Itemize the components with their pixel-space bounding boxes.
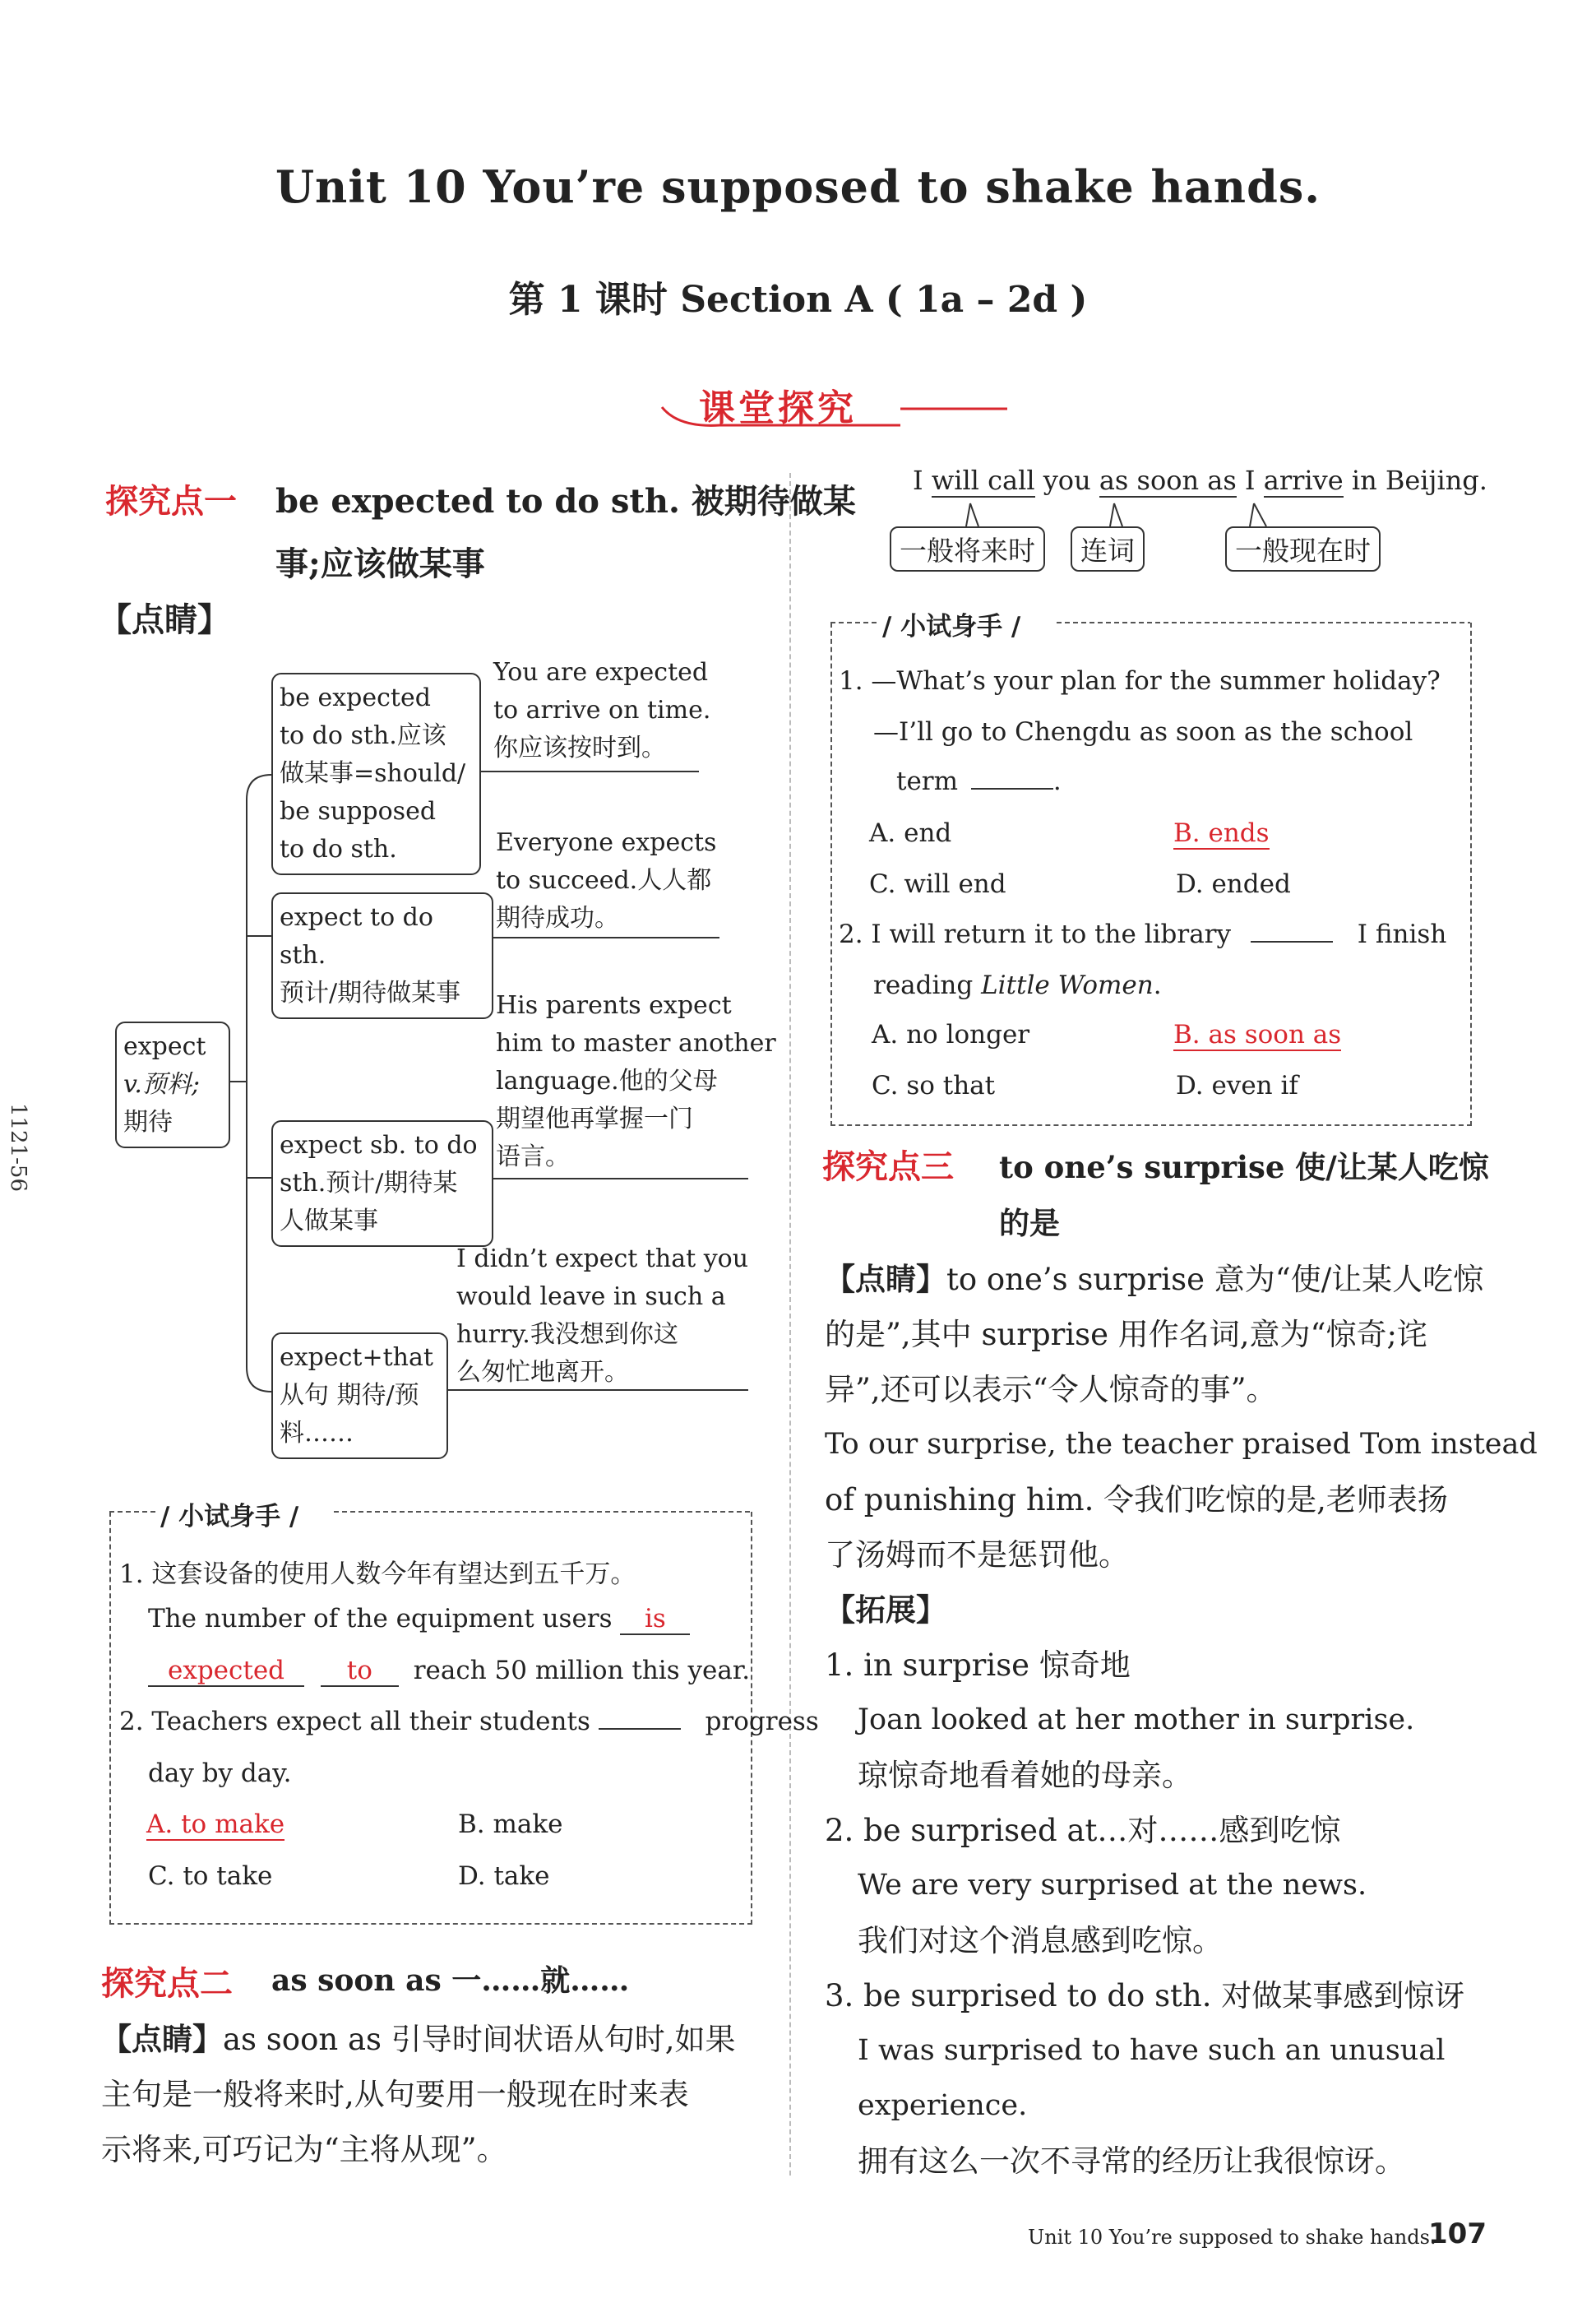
lesson-title: 第 1 课时 Section A ( 1a – 2d ) — [508, 279, 1088, 321]
practice1-opt-a: A. to make — [146, 1810, 285, 1839]
example-will-call: will call — [931, 465, 1035, 496]
practice1-opt-d: D. take — [458, 1861, 550, 1891]
running-footer: Unit 10 You’re supposed to shake hands. — [1028, 2226, 1436, 2249]
practice1-title: / 小试身手 / — [160, 1502, 299, 1531]
side-code: 1121-56 — [6, 1102, 31, 1193]
point3-body: 【点睛】to one’s surprise 意为“使/让某人吃惊 的是”,其中 surprise 用作名词,意为“惊奇;诧 异”,还可以表示“令人惊奇的事”。 To our surprise, the teacher praised Tom instead of punishing him. 令我们吃惊的是,老师表扬 了汤姆而不是惩罚他。 【拓展】 1. in surprise 惊奇地 Joan looked at her mother in surprise. 琼惊奇地看着她的母亲。 2. be surprised at…对……感到吃惊 We are very surprised at the news. 我们对这个消息感到吃惊。 3. be surprised to do sth. 对做某事感到惊讶 I was surprised to have such an unusual experience. 拥有这么一次不寻常的经历让我很惊讶。 — [825, 1261, 1538, 2179]
practice2-q2-opt-d: D. even if — [1176, 1071, 1298, 1101]
practice1-q1-en2: expected to reach 50 million this year. — [148, 1656, 750, 1687]
point3-dianjing: 【点睛】 — [825, 1261, 946, 1297]
mindmap-example-2: Everyone expects to succeed.人人都 期待成功。 — [496, 828, 717, 933]
point1-heading — [105, 470, 856, 583]
practice1-answer-expected: expected — [167, 1656, 285, 1685]
point2-example: I will call you as soon as I arrive in Beijing. — [913, 465, 1487, 496]
practice1-opt-c: C. to take — [148, 1861, 273, 1891]
mindmap-example-3: His parents expect him to master another language.他的父母 期望他再掌握一门 语言。 — [496, 991, 776, 1171]
tag-future-tense: 一般将来时 — [890, 526, 1045, 572]
point3-title-l1: to one’s surprise 使/让某人吃惊 — [999, 1149, 1489, 1185]
practice2-q2-opt-a: A. no longer — [872, 1020, 1030, 1050]
point1-title-l1: be expected to do sth. 被期待做某 — [275, 482, 856, 521]
example-arrive: arrive — [1263, 465, 1344, 496]
point2-title: as soon as 一……就…… — [271, 1963, 630, 1998]
practice2-q1: 1. —What’s your plan for the summer holiday? — [839, 666, 1441, 696]
point3-heading — [822, 1139, 1489, 1241]
point2-dianjing: 【点睛】 — [101, 2021, 223, 2057]
point2-label: 探究点二 — [101, 1965, 233, 2003]
point3-title-l2: 的是 — [999, 1205, 1060, 1241]
practice2-q2-opt-b: B. as soon as — [1173, 1020, 1342, 1050]
point1-title-l2: 事;应该做某事 — [275, 544, 485, 583]
example-as-soon-as: as soon as — [1099, 465, 1237, 496]
banner-text: 课堂探究 — [699, 387, 857, 429]
practice1-q2: 2. Teachers expect all their students progress — [119, 1707, 819, 1736]
section-banner — [654, 374, 1015, 432]
practice1-answer-to: to — [346, 1656, 372, 1685]
practice1-q2-cont: day by day. — [148, 1759, 292, 1788]
point1-label: 探究点一 — [105, 483, 237, 521]
point1-dianjing: 【点睛】 — [99, 600, 230, 639]
mindmap-branch-be-expected: be expected to do sth.应该 做某事=should/ be supposed to do sth. — [271, 673, 481, 875]
practice2-q2: 2. I will return it to the library I finish — [839, 920, 1447, 949]
tag-present-tense: 一般现在时 — [1225, 526, 1381, 572]
practice2-q1-opt-a: A. end — [869, 818, 952, 848]
mindmap-root: expect v.预料; 期待 — [115, 1022, 230, 1148]
practice2-q2-opt-c: C. so that — [872, 1071, 996, 1101]
practice2-q1-c: term . — [896, 767, 1062, 796]
mindmap-branch-expect-that: expect+that 从句 期待/预 料…… — [271, 1332, 448, 1459]
practice1-answer-is: is — [644, 1604, 666, 1633]
point2-heading — [101, 1958, 630, 2004]
unit-title: Unit 10 You’re supposed to shake hands. — [275, 160, 1321, 213]
page-number: 107 — [1428, 2217, 1487, 2250]
practice2-q1-opt-c: C. will end — [869, 869, 1006, 899]
mindmap-example-1: You are expected to arrive on time. 你应该按时到。 — [493, 658, 711, 762]
point2-body: 【点睛】as soon as 引导时间状语从句时,如果 主句是一般将来时,从句要用一般现在时来表 示将来,可巧记为“主将从现”。 — [101, 2021, 736, 2167]
point3-tuozhan: 【拓展】 — [825, 1592, 946, 1628]
practice1-q1-en: The number of the equipment users is — [148, 1604, 690, 1635]
practice2-q1-opt-d: D. ended — [1176, 869, 1291, 899]
practice2-q1-opt-b: B. ends — [1173, 818, 1270, 848]
practice2-q1-b: —I’ll go to Chengdu as soon as the school — [873, 717, 1413, 747]
practice1-opt-b: B. make — [458, 1810, 563, 1839]
mindmap-branch-expect-to-do: expect to do sth. 预计/期待做某事 — [271, 892, 493, 1019]
practice1-q1: 1. 这套设备的使用人数今年有望达到五千万。 — [119, 1559, 636, 1589]
practice2-title: / 小试身手 / — [882, 612, 1021, 642]
book-title: Little Women — [981, 971, 1154, 1000]
practice2-q2-cont: reading Little Women. — [873, 971, 1162, 1000]
mindmap-branch-expect-sb: expect sb. to do sth.预计/期待某 人做某事 — [271, 1120, 493, 1247]
mindmap-example-4: I didn’t expect that you would leave in such a hurry.我没想到你这 么匆忙地离开。 — [456, 1244, 749, 1387]
point3-label: 探究点三 — [822, 1148, 954, 1186]
banner-swoosh-icon — [654, 374, 1015, 432]
column-divider — [789, 473, 791, 2176]
tag-conjunction: 连词 — [1071, 526, 1145, 572]
